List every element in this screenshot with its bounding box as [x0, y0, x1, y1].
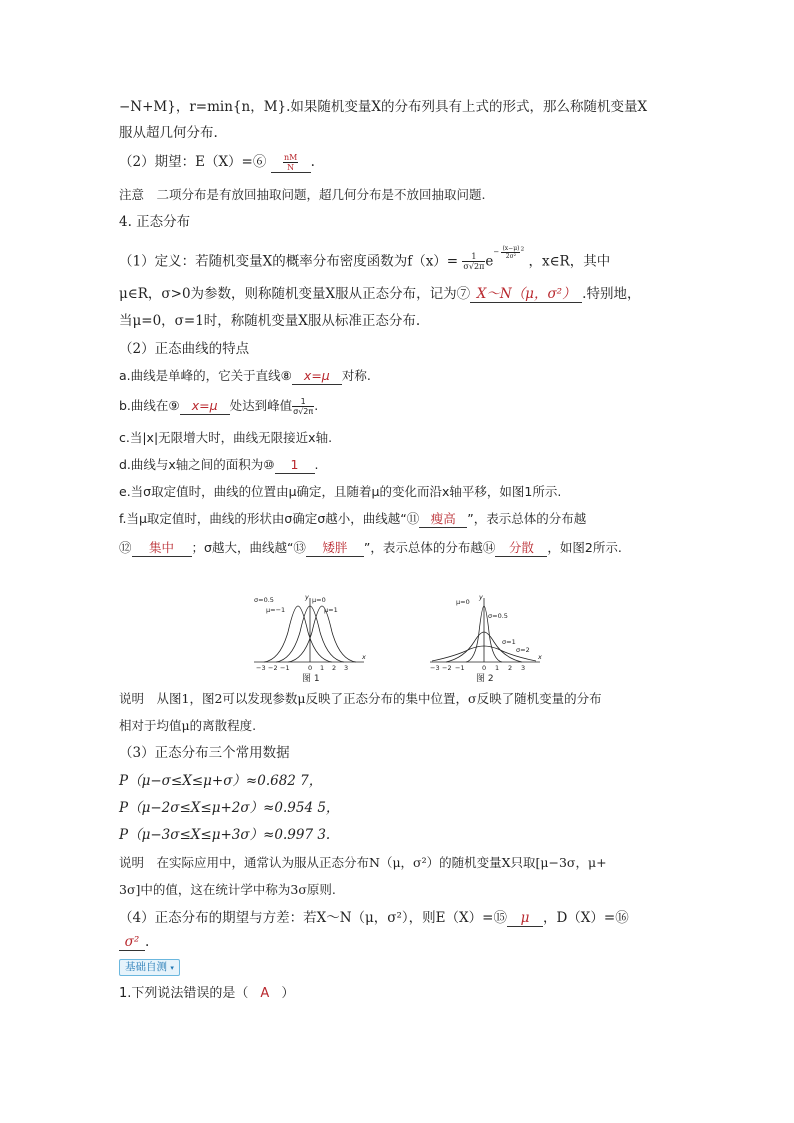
- fig2-label-sigma-0.5: σ=0.5: [488, 612, 508, 620]
- fig2-tick: −3: [430, 664, 440, 672]
- explanation-line-4: 3σ]中的值，这在统计学中称为3σ原则.: [119, 882, 336, 897]
- expectation-variance-line: （4）正态分布的期望与方差：若X～N（μ，σ²），则E（X）=⑮ μ ，D（X）=⑯: [119, 910, 629, 926]
- feature-d: d.曲线与x轴之间的面积为⑩ 1 .: [119, 457, 319, 472]
- peak-value-fraction: $\frac{1}{\sigma√2\pi}$: [293, 397, 314, 416]
- answer-blank-13: 矮胖: [306, 540, 364, 557]
- answer-blank-10: 1: [275, 457, 315, 474]
- feature-c: c.当|x|无限增大时，曲线无限接近x轴.: [119, 430, 333, 445]
- fig1-tick: 0: [308, 664, 313, 672]
- answer-6-numerator: nM: [284, 153, 298, 162]
- basic-self-test-badge: 基础自测 ▾: [119, 959, 180, 976]
- fig1-y-label: y: [305, 593, 309, 601]
- fig1-tick: −3: [256, 664, 266, 672]
- text-line-1: −N+M}，r=min{n，M}.如果随机变量X的分布列具有上式的形式，那么称随机变量X: [119, 99, 648, 115]
- explanation-line-2: 相对于均值μ的离散程度.: [119, 718, 257, 733]
- feature-b: b.曲线在⑨ x=μ 处达到峰值 $\frac{1}{\sigma√2\pi}$ .: [119, 397, 319, 416]
- expectation-line: （2）期望：E（X）=⑥ $\frac{nM}{N}$ .: [119, 153, 315, 172]
- feature-a: a.曲线是单峰的，它关于直线⑧ x=μ 对称.: [119, 368, 371, 383]
- fig1-label-mu-minus1: μ=−1: [266, 606, 286, 614]
- fig1-tick: −1: [280, 664, 290, 672]
- feature-e: e.当σ取定值时，曲线的位置由μ确定，且随着μ的变化而沿x轴平移，如图1所示.: [119, 484, 562, 499]
- fig2-label-sigma-1: σ=1: [502, 638, 516, 646]
- fig1-tick: −2: [268, 664, 278, 672]
- fig1-tick: 3: [344, 664, 349, 672]
- pdf-coefficient: [462, 252, 485, 271]
- three-data-heading: （3）正态分布三个常用数据: [119, 745, 290, 761]
- question-1: 1.下列说法错误的是（ A ）: [119, 986, 295, 1001]
- answer-blank-15: μ: [507, 910, 543, 927]
- question-1-answer: A: [260, 986, 270, 1001]
- probability-1: P（μ−σ≤X≤μ+σ）≈0.682 7，: [119, 773, 323, 789]
- fig1-caption: 图 1: [302, 674, 320, 684]
- answer-blank-11: 瘦高: [419, 511, 467, 528]
- pdf-coef-num: 1: [462, 252, 485, 262]
- answer-blank-14: 分散: [495, 540, 547, 557]
- expectation-variance-line-2: σ² .: [119, 932, 149, 952]
- answer-blank-7: X～N（μ，σ²）: [470, 286, 582, 303]
- probability-2: P（μ−2σ≤X≤μ+2σ）≈0.954 5，: [119, 800, 340, 816]
- answer-blank-9: x=μ: [180, 398, 230, 415]
- answer-6-denominator: N: [287, 163, 295, 172]
- fig2-tick: −1: [455, 664, 465, 672]
- fig1-curve-mu-1: [288, 606, 356, 662]
- note-line: 注意 二项分布是有放回抽取问题，超几何分布是不放回抽取问题.: [119, 187, 486, 202]
- fig1-curve-mu-minus1: [264, 606, 332, 662]
- answer-blank-6: [271, 153, 311, 173]
- definition-line-3: 当μ=0，σ=1时，称随机变量X服从标准正态分布.: [119, 313, 421, 329]
- text-line-2: 服从超几何分布.: [119, 125, 218, 141]
- pdf-coef-den: σ√2π: [463, 262, 485, 272]
- fig1-tick: 2: [332, 664, 337, 672]
- fig2-tick: −2: [442, 664, 452, 672]
- fig2-label-sigma-2: σ=2: [516, 646, 530, 654]
- features-heading: （2）正态曲线的特点: [119, 341, 250, 357]
- feature-f: f.当μ取定值时，曲线的形状由σ确定σ越小，曲线越“⑪ 瘦高 ”，表示总体的分布越: [119, 511, 587, 526]
- explanation-line-1: 说明 从图1，图2可以发现参数μ反映了正态分布的集中位置，σ反映了随机变量的分布: [119, 691, 602, 706]
- feature-g: ⑫ 集中 ；σ越大，曲线越“⑬ 矮胖 ”，表示总体的分布越⑭ 分散 ，如图2所示.: [119, 540, 622, 555]
- pdf-base: e: [485, 253, 494, 270]
- fig1-x-label: x: [362, 653, 366, 661]
- fig2-y-label: y: [479, 593, 483, 601]
- definition-prefix: （1）定义：若随机变量X的概率分布密度函数为f（x）=: [119, 253, 459, 270]
- probability-3: P（μ−3σ≤X≤μ+3σ）≈0.997 3.: [119, 827, 331, 843]
- figure-2: [426, 592, 546, 684]
- answer-blank-12: 集中: [132, 540, 192, 557]
- fig2-caption: 图 2: [476, 674, 494, 684]
- chevron-down-icon: ▾: [170, 964, 174, 972]
- fig1-label-sigma: σ=0.5: [254, 596, 274, 604]
- fig2-tick: 2: [508, 664, 513, 672]
- fig1-label-mu1: μ=1: [324, 606, 338, 614]
- fig2-x-label: x: [538, 653, 542, 661]
- fig2-tick: 3: [521, 664, 526, 672]
- pdf-exponent: − (x−μ) 2σ² 2: [493, 244, 525, 260]
- fig2-label-mu0: μ=0: [456, 598, 470, 606]
- answer-blank-16: σ²: [119, 934, 145, 951]
- definition-suffix: ，x∈R，其中: [528, 253, 611, 270]
- definition-line-2: μ∈R，σ>0为参数，则称随机变量X服从正态分布，记为⑦ X～N（μ，σ²） .特别地，: [119, 286, 641, 302]
- fig2-tick: 0: [482, 664, 487, 672]
- expectation-prefix: （2）期望：E（X）=⑥: [119, 154, 267, 170]
- answer-blank-8: x=μ: [292, 368, 342, 385]
- fig1-label-mu0: μ=0: [312, 596, 326, 604]
- fig1-tick: 1: [320, 664, 325, 672]
- figure-1: [250, 592, 370, 684]
- fig2-tick: 1: [495, 664, 500, 672]
- explanation-line-3: 说明 在实际应用中，通常认为服从正态分布N（μ，σ²）的随机变量X只取[μ−3σ，μ+: [119, 855, 607, 870]
- definition-line-1: [119, 244, 611, 273]
- section-4-heading: 4. 正态分布: [119, 214, 191, 230]
